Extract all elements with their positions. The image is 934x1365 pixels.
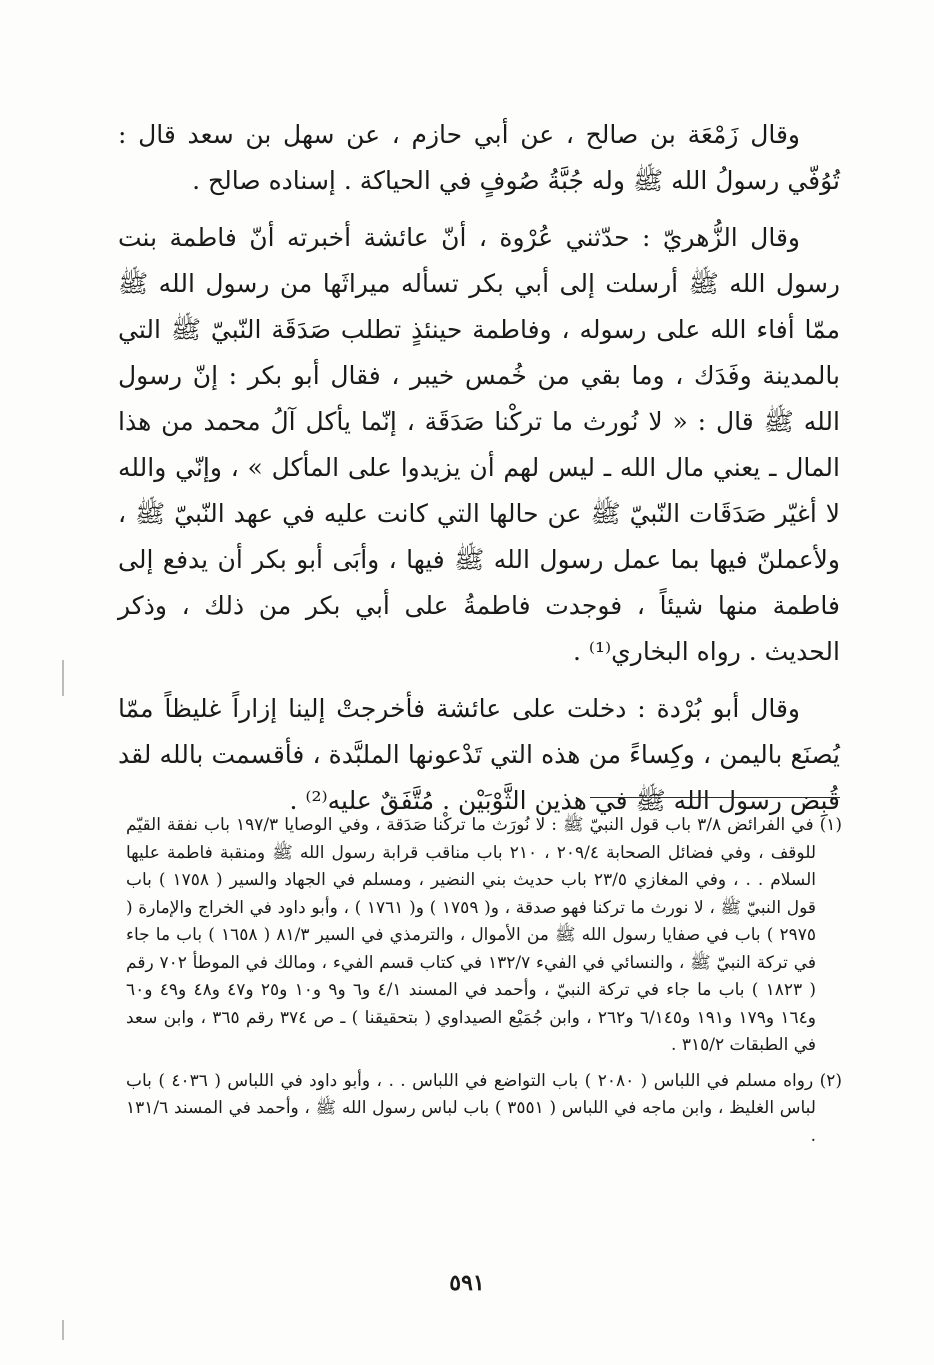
paragraph-abu-burda: وقال أبو بُرْدة : دخلت على عائشة فأخرجتْ إلينا إزاراً غليظاً ممّا يُصنَع باليمن ، وكِساءً من هذه التي تَدْعونها الملبَّدة ، فأقسمت بالله لقد قُبِض رسول الله ﷺ في هذين الثَّوْبَيْن . مُتَّفَقٌ عليه⁽²⁾ .: [118, 694, 840, 815]
scan-margin-mark-bottom: [62, 1320, 64, 1340]
main-text-block: [118, 112, 840, 835]
paragraph-zuhri: وقال الزُّهريّ : حدّثني عُرْوة ، أنّ عائشة أخبرته أنّ فاطمة بنت رسول الله ﷺ أرسلت إلى أبي بكر تسأله ميراثَها من رسول الله ﷺ ممّا أفاء الله على رسوله ، وفاطمة حينئذٍ تطلب صَدَقَة النّبيّ ﷺ التي بالمدينة وفَدَك ، وما بقي من خُمس خيبر ، فقال أبو بكر : إنّ رسول الله ﷺ قال : « لا نُورث ما تركْنا صَدَقَة ، إنّما يأكل آلُ محمد من هذا المال ـ يعني مال الله ـ ليس لهم أن يزيدوا على المأكل » ، وإنّي والله لا أغيّر صَدَقَات النّبيّ ﷺ عن حالها التي كانت عليه في عهد النّبيّ ﷺ ، ولأعملنّ فيها بما عمل رسول الله ﷺ فيها ، وأبَى أبو بكر أن يدفع إلى فاطمة منها شيئاً ، فوجدت فاطمةُ على أبي بكر من ذلك ، وذكر الحديث . رواه البخاري⁽¹⁾ .: [118, 223, 840, 666]
paragraph-zamaa: وقال زَمْعَة بن صالح ، عن أبي حازم ، عن سهل بن سعد قال : تُوُفّي رسولُ الله ﷺ وله جُبَّةُ صُوفٍ في الحياكة . إسناده صالح .: [118, 120, 840, 195]
footnote-divider: [590, 797, 840, 798]
page-number: ٥٩١: [449, 1270, 485, 1296]
footnote-2: (٢) رواه مسلم في اللباس ( ٢٠٨٠ ) باب التواضع في اللباس . . ، وأبو داود في اللباس ( ٤٠٣٦ ) باب لباس الغليظ ، وابن ماجه في اللباس ( ٣٥٥١ ) باب لباس رسول الله ﷺ ، وأحمد في المسند ١٣١/٦ .: [126, 1070, 842, 1146]
footnote-1: (١) في الفرائض ٣/٨ باب قول النبيّ ﷺ : لا نُورَث ما تركْنا صَدَقة ، وفي الوصايا ١٩٧/٣ باب نفقة القيّم للوقف ، وفي فضائل الصحابة ٢٠٩/٤ ، ٢١٠ باب مناقب قرابة رسول الله ﷺ ومنقبة فاطمة عليها السلام . . ، وفي المغازي ٢٣/٥ باب حديث بني النضير ، ومسلم في الجهاد والسير ( ١٧٥٨ ) باب قول النبيّ ﷺ ، لا نورث ما تركنا فهو صدقة ، و( ١٧٥٩ ) و( ١٧٦١ ) ، وأبو داود في الخراج والإمارة ( ٢٩٧٥ ) باب في صفايا رسول الله ﷺ من الأموال ، والترمذي في السير ٨١/٣ ( ١٦٥٨ ) باب ما جاء في تركة النبيّ ﷺ ، والنسائي في الفيء ١٣٢/٧ في كتاب قسم الفيء ، ومالك في الموطأ ٧٠٢ رقم ( ١٨٢٣ ) باب ما جاء في تركة النبيّ ، وأحمد في المسند ٤/١ و٦ و٩ و١٠ و٢٥ و٤٧ و٤٨ و٤٩ و٦٠ و١٦٤ و١٧٩ و١٩١ و٦/١٤٥ و٢٦٢ ، وابن جُمَيْع الصيداوي ( بتحقيقنا ) ـ ص ٣٧٤ رقم ٣٦٥ ، وابن سعد في الطبقات ٣١٥/٢ .: [126, 815, 843, 1055]
footnotes-block: [126, 812, 842, 1158]
scan-margin-mark-top: [62, 660, 64, 696]
